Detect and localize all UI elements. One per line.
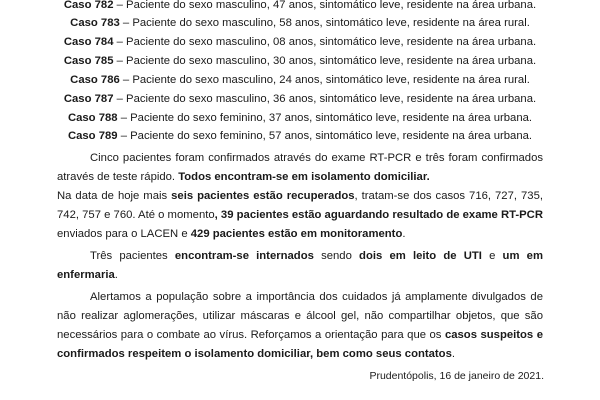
text-span: necessários para o combate ao vírus. Reforçamos a orientação para que os <box>57 329 445 341</box>
case-text: – Paciente do sexo masculino, 58 anos, sintomático leve, residente na área rural. <box>119 17 530 29</box>
text-span: . <box>402 228 406 240</box>
case-line <box>0 0 600 12</box>
case-id: Caso 782 <box>63 0 114 11</box>
case-text: – Paciente do sexo feminino, 37 anos, sintomático leve, residente na área urbana. <box>117 112 533 124</box>
paragraph-line <box>57 208 543 222</box>
paragraph-line <box>90 290 543 304</box>
bold-text: Todos encontram-se em isolamento domiciliar. <box>178 171 430 183</box>
case-line <box>0 111 600 125</box>
case-id: Caso 788 <box>67 112 118 124</box>
text-span: , tratam-se dos casos 716, 727, 735, <box>354 190 543 202</box>
case-id: Caso 789 <box>67 130 118 142</box>
bold-text: encontram-se internados <box>174 250 314 262</box>
text-span: Alertamos a população sobre a importância dos cuidados já amplamente divulgados de <box>90 291 543 303</box>
paragraph-line <box>57 347 543 361</box>
text-span: sendo <box>313 250 360 262</box>
bold-text: enfermaria <box>57 269 115 281</box>
paragraph-line <box>57 170 543 184</box>
bold-text: seis pacientes estão recuperados <box>171 190 355 202</box>
paragraph-line <box>90 151 543 165</box>
text-span: Três pacientes <box>90 250 175 262</box>
text-span: . <box>114 269 118 281</box>
text-span: através de teste rápido. <box>57 171 179 183</box>
paragraph-line <box>57 328 543 342</box>
case-id: Caso 785 <box>63 55 114 67</box>
bold-text: 429 pacientes estão em monitoramento <box>190 228 403 240</box>
case-id: Caso 783 <box>70 17 120 29</box>
text-span: enviados para o LACEN e <box>57 228 191 240</box>
paragraph-line <box>90 249 543 263</box>
bold-text: dois em leito de UTI <box>359 250 482 262</box>
case-line <box>0 16 600 30</box>
case-id: Caso 786 <box>70 74 120 86</box>
paragraph-line <box>57 268 543 282</box>
case-text: – Paciente do sexo feminino, 57 anos, sintomático leve, residente na área urbana. <box>117 130 533 142</box>
text-span: 742, 757 e 760. Até o momento <box>57 209 215 221</box>
text-span: não realizar aglomerações, utilizar máscaras e álcool gel, não compartilhar objetos, que são <box>57 310 543 322</box>
bold-text: casos suspeitos e <box>444 329 543 341</box>
case-text: – Paciente do sexo masculino, 36 anos, sintomático leve, residente na área urbana. <box>113 93 537 105</box>
case-text: – Paciente do sexo masculino, 47 anos, sintomático leve, residente na área urbana. <box>113 0 537 11</box>
text-span: Cinco pacientes foram confirmados através do exame RT-PCR e três foram confirmados <box>90 152 543 164</box>
case-text: – Paciente do sexo masculino, 24 anos, sintomático leve, residente na área rural. <box>119 74 530 86</box>
bold-text: confirmados respeitem o isolamento domiciliar, bem como seus contatos <box>57 348 452 360</box>
bold-text: um em <box>502 250 543 262</box>
paragraph-line <box>57 309 543 323</box>
text-span: e <box>481 250 503 262</box>
case-id: Caso 784 <box>63 36 114 48</box>
text-span: Na data de hoje mais <box>57 190 172 202</box>
case-line <box>0 35 600 49</box>
paragraph-line <box>57 189 543 203</box>
paragraph-line <box>57 227 543 241</box>
bold-text: , 39 pacientes estão aguardando resultado de exame RT-PCR <box>214 209 543 221</box>
case-text: – Paciente do sexo masculino, 08 anos, sintomático leve, residente na área urbana. <box>113 36 537 48</box>
case-line <box>0 73 600 87</box>
date-line: Prudentópolis, 16 de janeiro de 2021. <box>369 370 544 382</box>
case-line <box>0 129 600 143</box>
case-line <box>0 92 600 106</box>
text-span: . <box>451 348 456 360</box>
case-text: – Paciente do sexo masculino, 30 anos, sintomático leve, residente na área urbana. <box>113 55 537 67</box>
case-id: Caso 787 <box>63 93 114 105</box>
case-line <box>0 54 600 68</box>
